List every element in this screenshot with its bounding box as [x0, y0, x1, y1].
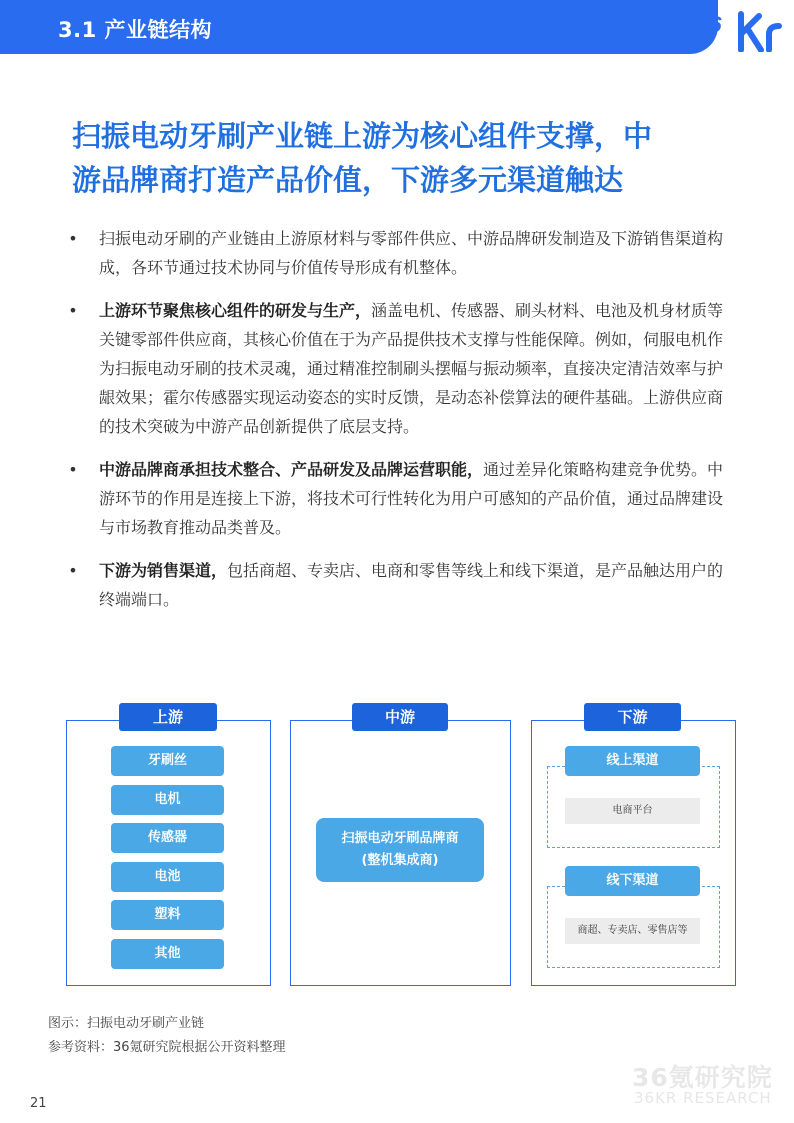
headline: [72, 114, 732, 202]
section-title: 3.1 产业链结构: [58, 18, 213, 42]
bullet-list: [68, 224, 728, 628]
bullet-text: 通过差异化策略构建竞争优势。中游环节的作用是连接上下游，将技术可行性转化为用户可感知的产品价值，通过品牌建设与市场教育推动品类普及。: [99, 460, 724, 537]
source-caption: 参考资料：36氪研究院根据公开资料整理: [48, 1040, 286, 1055]
online-channel-item: 电商平台: [565, 798, 700, 824]
offline-channel-item: 商超、专卖店、零售店等: [565, 918, 700, 944]
bullet-item: [68, 296, 728, 441]
bullet-text: 涵盖电机、传感器、刷头材料、电池及机身材质等关键零部件供应商，其核心价值在于为产品提供技术支撑与性能保障。例如，伺服电机作为扫振电动牙刷的技术灵魂，通过精准控制刷头摆幅与振动频率，直接决定清洁效率与护龈效果；霍尔传感器实现运动姿态的实时反馈，是动态补偿算法的硬件基础。上游供应商的技术突破为中游产品创新提供了底层支持。: [99, 301, 724, 436]
upstream-tab: 上游: [119, 703, 217, 731]
watermark-en: 36KR RESEARCH: [634, 1089, 772, 1107]
bullet-dot: •: [68, 561, 78, 580]
bullet-dot: •: [68, 301, 78, 320]
36kr-logo: [697, 2, 794, 52]
online-channel-tab: 线上渠道: [565, 746, 700, 776]
downstream-tab: 下游: [584, 703, 681, 731]
bullet-text: 扫振电动牙刷的产业链由上游原材料与零部件供应、中游品牌研发制造及下游销售渠道构成，各环节通过技术协同与价值传导形成有机整体。: [99, 229, 724, 277]
bullet-item: [68, 556, 728, 614]
brand-integrator-line-1: 扫振电动牙刷品牌商: [341, 831, 459, 846]
bullet-item: [68, 455, 728, 542]
upstream-item: 电机: [111, 785, 224, 815]
bullet-bold: 中游品牌商承担技术整合、产品研发及品牌运营职能，: [99, 460, 484, 479]
bullet-item: [68, 224, 728, 282]
bullet-text: 包括商超、专卖店、电商和零售等线上和线下渠道，是产品触达用户的终端端口。: [99, 561, 724, 609]
upstream-item: 电池: [111, 862, 224, 892]
watermark-cn: 36氪研究院: [632, 1063, 773, 1092]
bullet-dot: •: [68, 460, 78, 479]
upstream-item: 塑料: [111, 900, 224, 930]
bullet-bold: 上游环节聚焦核心组件的研发与生产，: [99, 301, 372, 320]
bullet-dot: •: [68, 229, 78, 248]
upstream-item: 牙刷丝: [111, 746, 224, 776]
upstream-item: 其他: [111, 939, 224, 969]
svg-text:36: 36: [697, 12, 722, 37]
brand-integrator-box: [316, 818, 484, 882]
figure-caption: 图示：扫振电动牙刷产业链: [48, 1016, 205, 1031]
headline-line-1: 扫振电动牙刷产业链上游为核心组件支撑，中: [72, 119, 653, 153]
upstream-item: 传感器: [111, 823, 224, 853]
brand-integrator-line-2: (整机集成商): [361, 853, 439, 868]
bullet-bold: 下游为销售渠道，: [99, 561, 228, 580]
headline-line-2: 游品牌商打造产品价值，下游多元渠道触达: [72, 163, 624, 197]
offline-channel-tab: 线下渠道: [565, 866, 700, 896]
page-number: 21: [30, 1096, 47, 1111]
midstream-tab: 中游: [352, 703, 448, 731]
